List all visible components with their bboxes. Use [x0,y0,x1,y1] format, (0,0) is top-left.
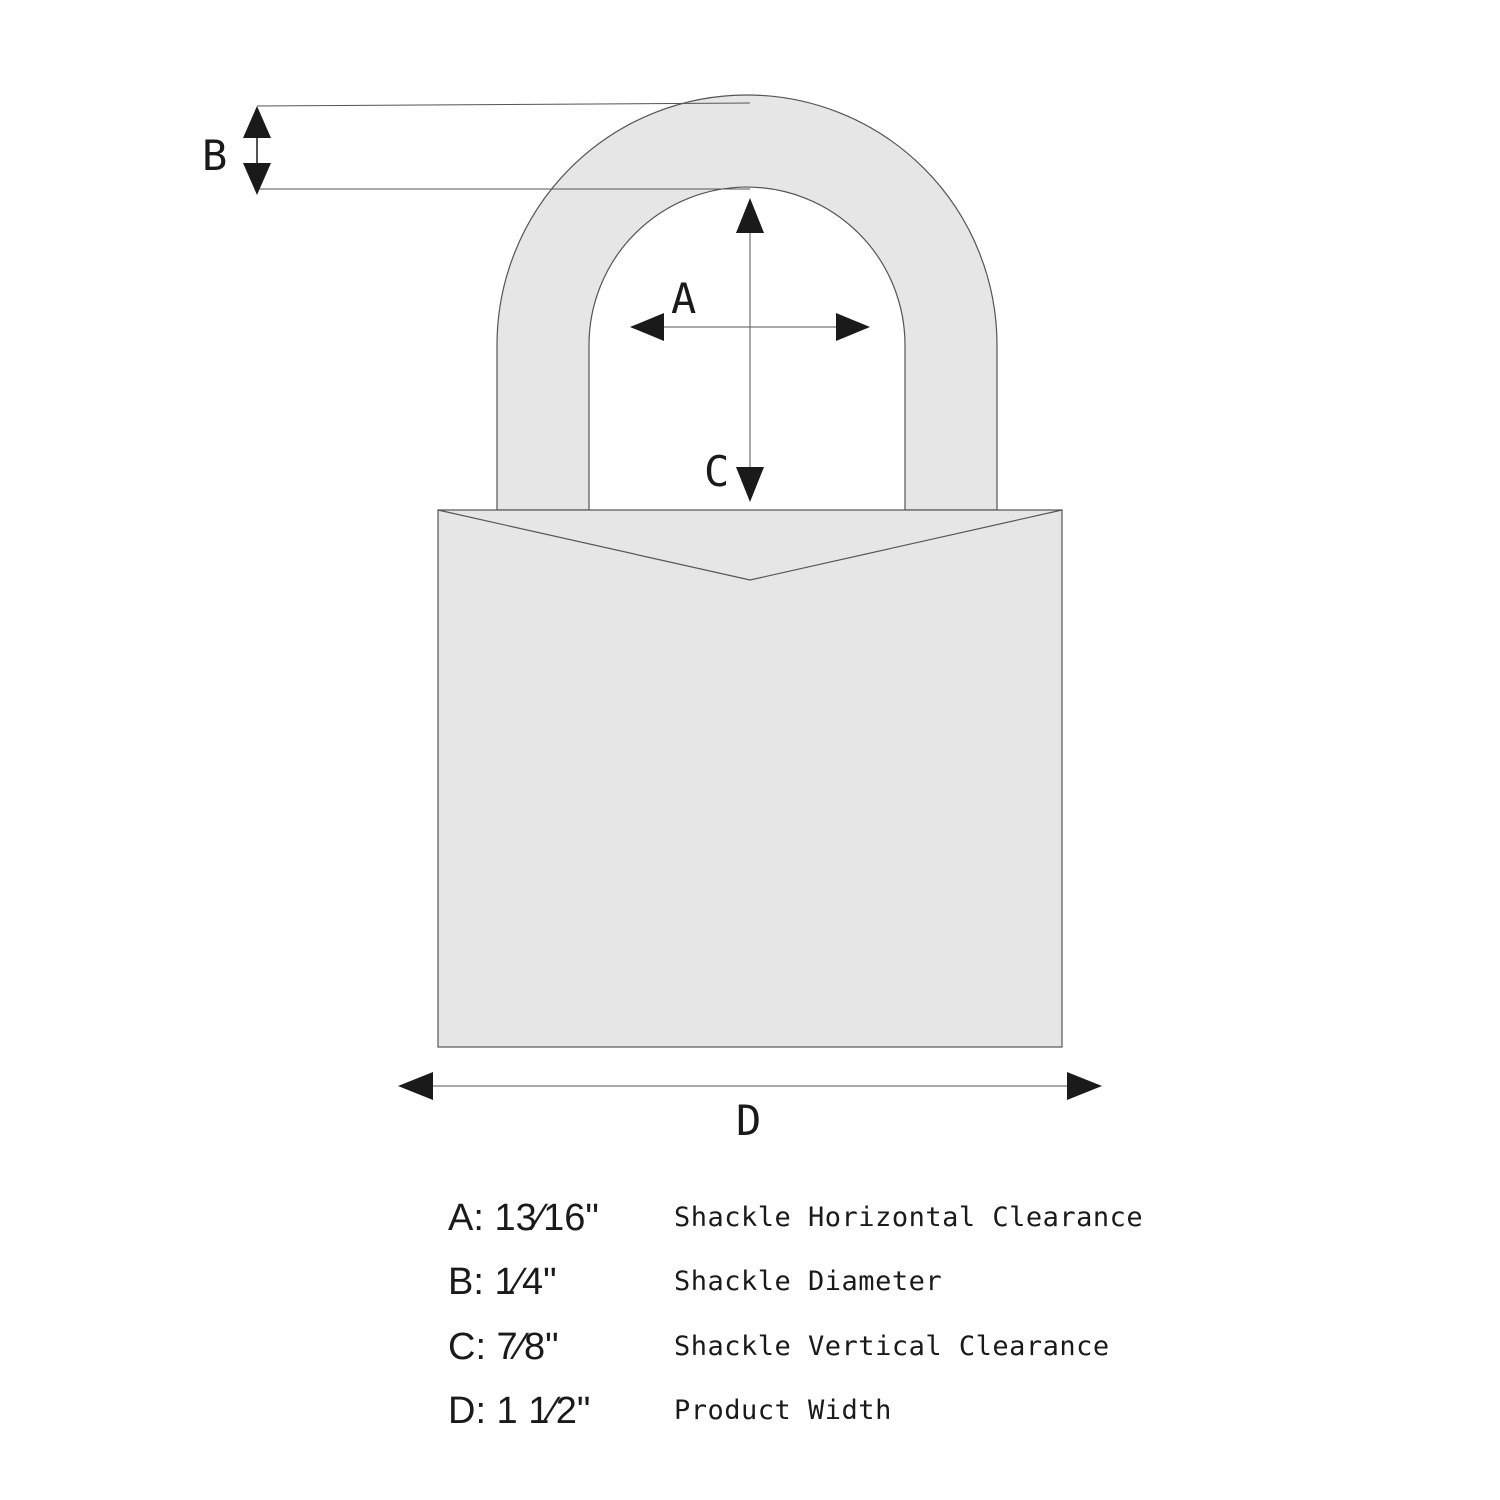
spec-description-b: Shackle Diameter [674,1266,943,1297]
spec-key-d: D: 1 1⁄2" [448,1390,591,1432]
spec-description-c: Shackle Vertical Clearance [674,1331,1110,1362]
a-label: A [671,274,697,323]
d-label: D [736,1096,762,1145]
spec-key-b: B: 1⁄4" [448,1261,557,1303]
padlock-body [438,510,1062,1047]
b-dimension-arrow [243,106,271,195]
c-label: C [704,447,730,496]
spec-description-a: Shackle Horizontal Clearance [674,1202,1144,1233]
spec-description-d: Product Width [674,1395,892,1426]
spec-key-c: C: 7⁄8" [448,1326,559,1368]
b-label: B [202,131,228,180]
padlock-shackle [497,95,997,510]
spec-key-a: A: 13⁄16" [448,1197,599,1239]
c-dimension-arrow [736,198,764,502]
